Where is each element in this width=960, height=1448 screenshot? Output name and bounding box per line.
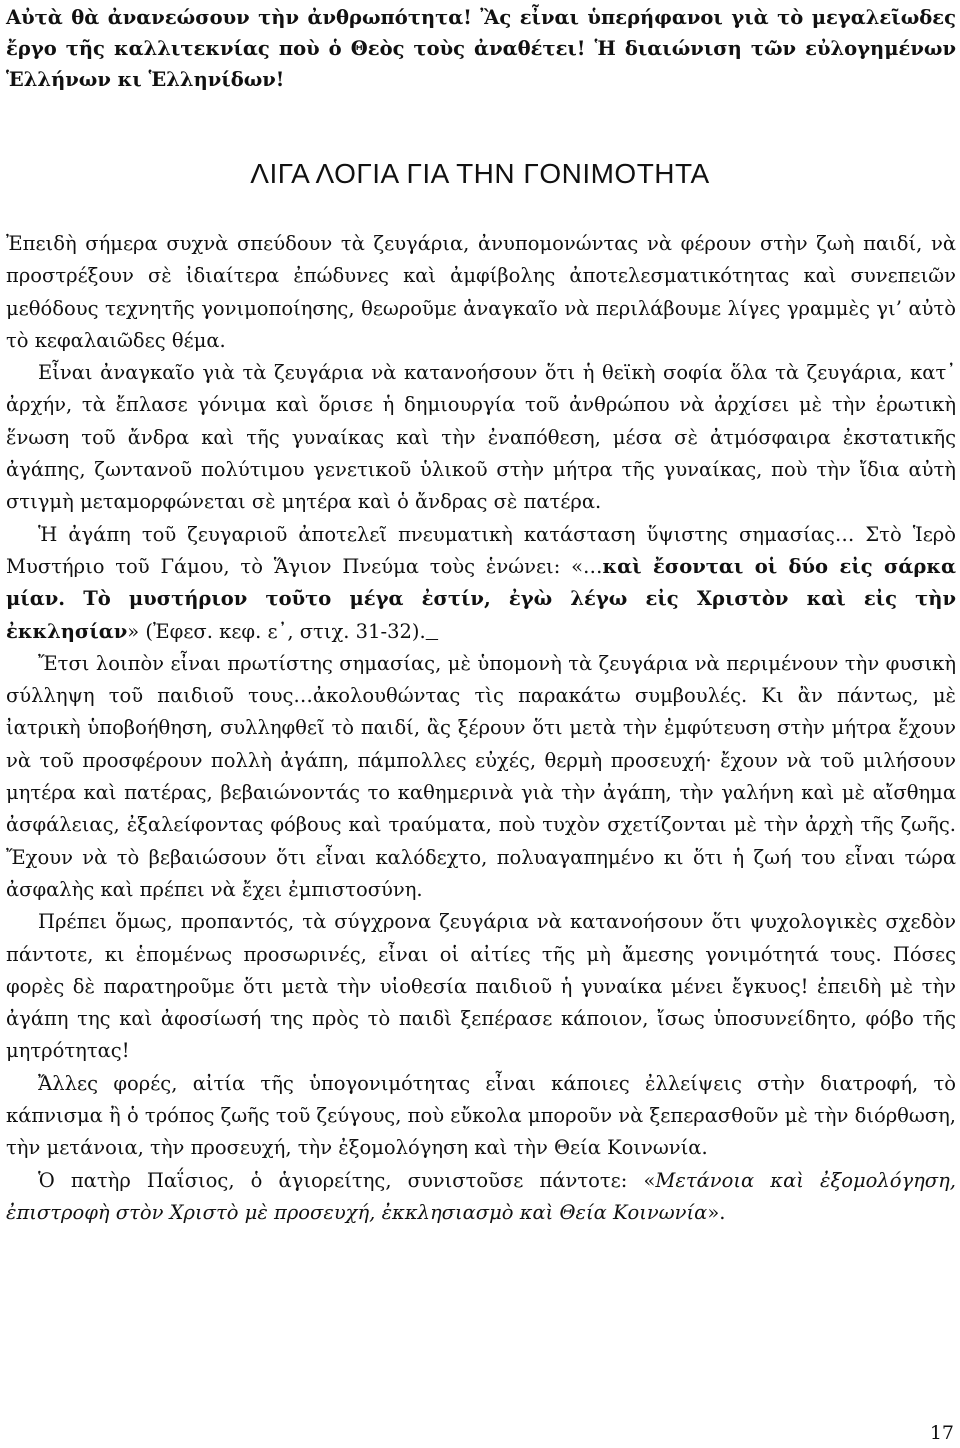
underline-mark: [426, 620, 438, 643]
paragraph-3-end: » (Ἐφεσ. κεφ. ε᾽, στιχ. 31-32).: [127, 619, 426, 643]
paragraph-4: Ἔτσι λοιπὸν εἶναι πρωτίστης σημασίας, μὲ ὑπομονὴ τὰ ζευγάρια νὰ περιμένουν τὴν φυσικὴ σύλληψη τοῦ παιδιοῦ τους…ἀκολουθώντας τὶς παρακάτω συμβουλές. Κι ἂν πάντως, μὲ ἰατρικὴ ὑποβοήθηση, συλληφθεῖ τὸ παιδί, ἂς ξέρουν ὅτι μετὰ τὴν ἐμφύτευση στὴν μήτρα ἔχουν νὰ τοῦ προσφέρουν πολλὴ ἀγάπη, πάμπολλες εὐχές, θερμὴ προσευχή· ἔχουν νὰ τοῦ μιλήσουν μητέρα καὶ πατέρας, βεβαιώνοντάς το καθημερινὰ γιὰ τὴν ἀγάπη, τὴν γαλήνη καὶ μὲ αἴσθημα ἀσφάλειας, ἐξαλείφοντας φόβους καὶ τραύματα, ποὺ τυχὸν σχετίζονται μὲ τὴν ἀρχὴ τῆς ζωῆς. Ἔχουν νὰ τὸ βεβαιώσουν ὅτι εἶναι καλόδεχτο, πολυαγαπημένο κι ὅτι ἡ ζωή του εἶναι τώρα ἀσφαλὴς καὶ πρέπει νὰ ἔχει ἐμπιστοσύνη.: [6, 651, 956, 901]
section-title: ΛΙΓΑ ΛΟΓΙΑ ΓΙΑ ΤΗΝ ΓΟΝΙΜΟΤΗΤΑ: [250, 158, 710, 189]
paragraph-6: Ἄλλες φορές, αἰτία τῆς ὑπογονιμότητας εἶναι κάποιες ἐλλείψεις στὴν διατροφή, τὸ κάπνισμα ἢ ὁ τρόπος ζωῆς τοῦ ζεύγους, ποὺ εὔκολα μποροῦν νὰ ξεπερασθοῦν μὲ τὴν διόρθωση, τὴν μετάνοια, τὴν προσευχή, τὴν ἐξομολόγηση καὶ τὴν Θεία Κοινωνία.: [6, 1071, 956, 1160]
body-text: [6, 228, 956, 1229]
paragraph-3-start: Ἡ ἀγάπη τοῦ ζευγαριοῦ ἀποτελεῖ πνευματικὴ κατάσταση ὕψιστης σημασίας… Στὸ Ἱερὸ Μυστήριο τοῦ Γάμου, τὸ Ἅγιον Πνεύμα τοὺς ἑνώνει: «…: [6, 522, 956, 578]
paragraph-7-start: Ὁ πατὴρ Παΐσιος, ὁ ἁγιορείτης, συνιστοῦσε πάντοτε: «: [38, 1168, 656, 1192]
paisios-quote: Μετάνοια καὶ ἐξομολόγηση, ἐπιστροφὴ στὸν Χριστὸ μὲ προσευχή, ἐκκλησιασμὸ καὶ Θεία Κοινωνία: [6, 1168, 956, 1224]
page-number: 17: [929, 1422, 954, 1444]
paragraph-5: Πρέπει ὅμως, προπαντός, τὰ σύγχρονα ζευγάρια νὰ κατανοήσουν ὅτι ψυχολογικὲς σχεδὸν πάντοτε, κι ἑπομένως προσωρινές, εἶναι οἱ αἰτίες τῆς μὴ ἄμεσης γονιμότητά τους. Πόσες φορὲς δὲ παρατηροῦμε ὅτι μετὰ τὴν υἱοθεσία παιδιοῦ ἡ γυναίκα μένει ἔγκυος! ἐπειδὴ μὲ τὴν ἀγάπη της καὶ ἀφοσίωσή της πρὸς τὸ παιδὶ ξεπέρασε κάποιον, ἴσως ὑποσυνείδητο, φόβο τῆς μητρότητας!: [6, 910, 956, 1063]
paragraph-7-end: ».: [707, 1200, 726, 1224]
intro-paragraph: Αὐτὰ θὰ ἀνανεώσουν τὴν ἀνθρωπότητα! Ἂς εἶναι ὑπερήφανοι γιὰ τὸ μεγαλεῖωδες ἔργο τῆς καλλιτεκνίας ποὺ ὁ Θεὸς τοὺς ἀναθέτει! Ἡ διαιώνιση τῶν εὐλογημένων Ἑλλήνων κι Ἑλληνίδων!: [6, 6, 956, 91]
scripture-quote: καὶ ἔσονται οἱ δύο εἰς σάρκα μίαν. Τὸ μυστήριον τοῦτο μέγα ἐστίν, ἐγὼ λέγω εἰς Χριστὸν καὶ εἰς τὴν ἐκκλησίαν: [6, 554, 956, 643]
paragraph-1: Ἐπειδὴ σήμερα συχνὰ σπεύδουν τὰ ζευγάρια, ἀνυπομονώντας νὰ φέρουν στὴν ζωὴ παιδί, νὰ προστρέξουν σὲ ἰδιαίτερα ἐπώδυνες καὶ ἀμφίβολης ἀποτελεσματικότητας καὶ συνεπειῶν μεθόδους τεχνητῆς γονιμοποίησης, θεωροῦμε ἀναγκαῖο νὰ περιλάβουμε λίγες γραμμὲς γι’ αὐτὸ τὸ κεφαλαιῶδες θέμα.: [6, 232, 956, 352]
paragraph-2: Εἶναι ἀναγκαῖο γιὰ τὰ ζευγάρια νὰ κατανοήσουν ὅτι ἡ θεϊκὴ σοφία ὅλα τὰ ζευγάρια, κατ᾽ ἀρχήν, τὰ ἔπλασε γόνιμα καὶ ὅρισε ἡ δημιουργία τοῦ ἀνθρώπου νὰ ἀρχίσει μὲ τὴν ἐρωτικὴ ἕνωση τοῦ ἄνδρα καὶ τῆς γυναίκας καὶ τὴν ἐναπόθεση, μέσα σὲ ἀτμόσφαιρα ἐκστατικῆς ἀγάπης, ζωντανοῦ πολύτιμου γενετικοῦ ὑλικοῦ στὴν μήτρα τῆς γυναίκας, ποὺ τὴν ἴδια αὐτὴ στιγμὴ μεταμορφώνεται σὲ μητέρα καὶ ὁ ἄνδρας σὲ πατέρα.: [6, 361, 956, 514]
paragraph-3: [6, 519, 956, 648]
paragraph-7: [6, 1165, 956, 1230]
